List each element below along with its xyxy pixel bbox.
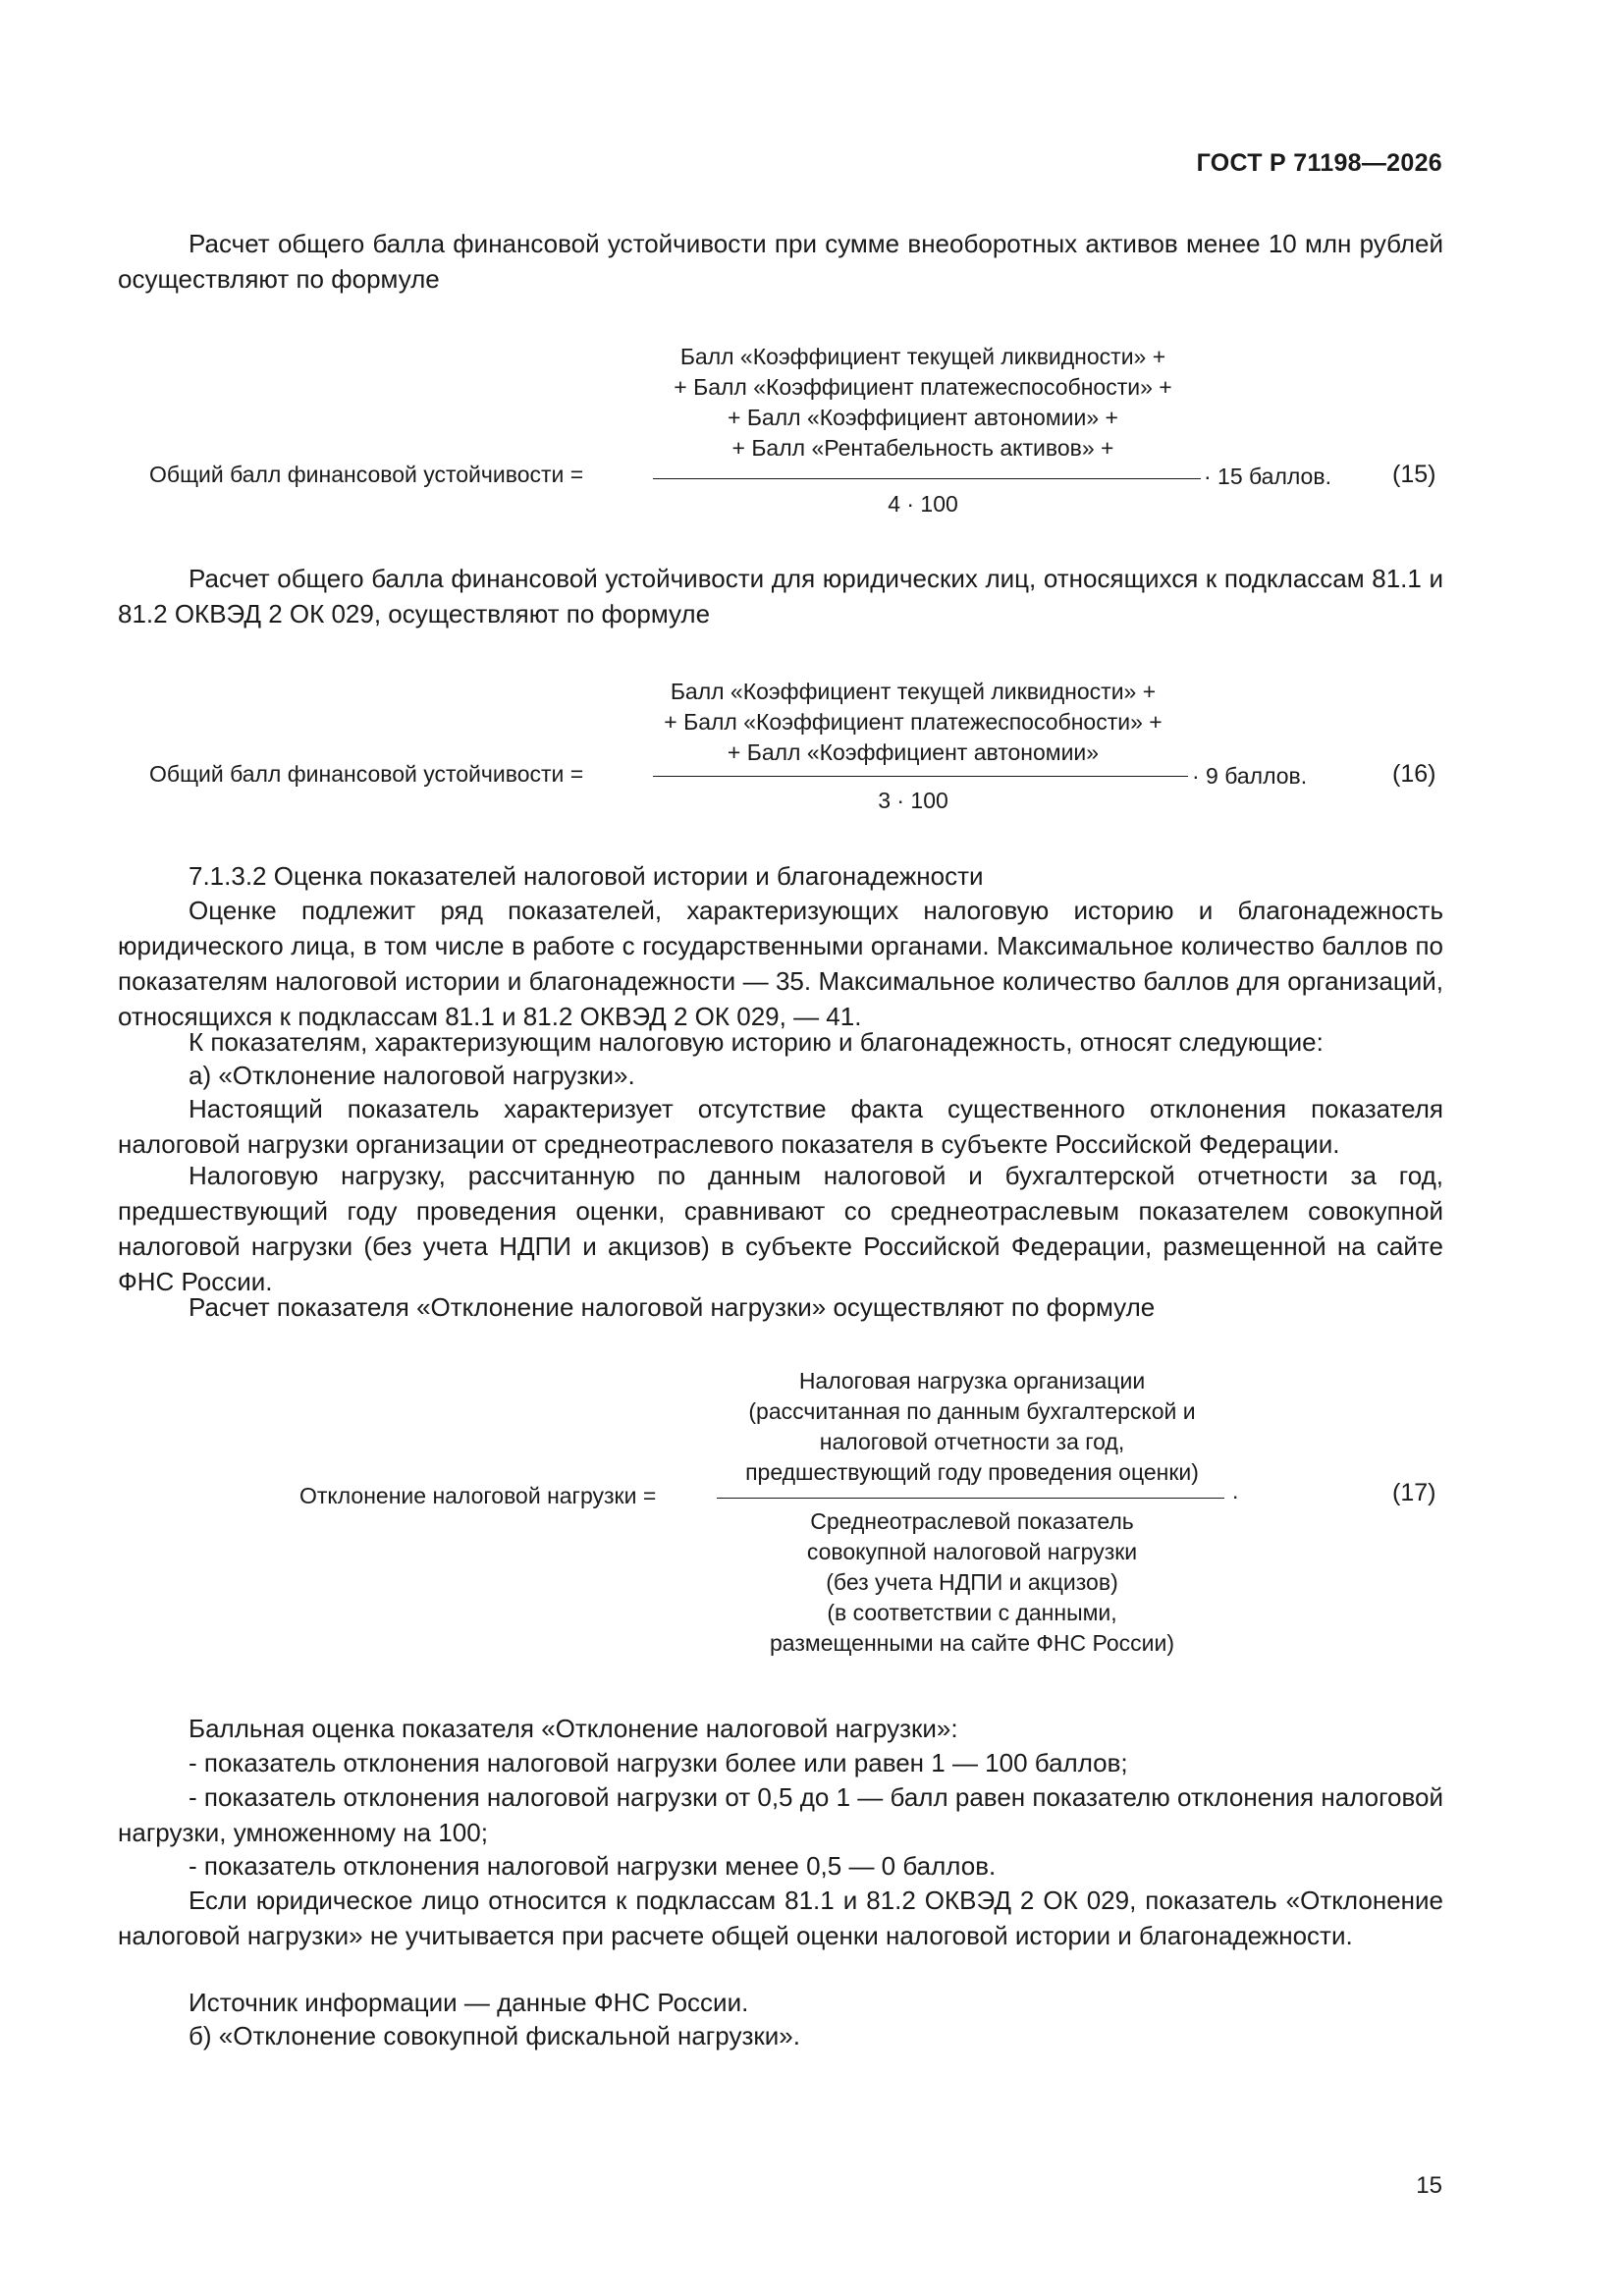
formula-16-multiplier: · 9 баллов.: [1192, 763, 1308, 789]
formula-15-denominator: 4 · 100: [888, 491, 958, 517]
formula-16-num-line-1: Балл «Коэффициент текущей ликвидности» +: [670, 679, 1157, 704]
formula-15-num-line-1: Балл «Коэффициент текущей ликвидности» +: [679, 344, 1166, 369]
formula-15-num-line-2: + Балл «Коэффициент платежеспособности» +: [674, 374, 1172, 400]
bullet-item-2: - показатель отклонения налоговой нагрузки от 0,5 до 1 — балл равен показателю отклонения налоговой нагрузки, умноженному на 100;: [118, 1782, 1443, 1847]
formula-15-num-line-3: + Балл «Коэффициент автономии» +: [728, 405, 1118, 430]
paragraph-list-intro: К показателям, характеризующим налоговую историю и благонадежность, относят следующие:: [189, 1027, 1324, 1057]
formula-17-period: .: [1232, 1478, 1239, 1503]
intro-formula-15: Расчет общего балла финансовой устойчивости при сумме внеоборотных активов менее 10 млн рублей осуществляют по формуле: [118, 229, 1443, 294]
paragraph-characterizes: Настоящий показатель характеризует отсутствие факта существенного отклонения показателя налоговой нагрузки организации от среднеотраслевого показателя в субъекте Российской Федерации.: [118, 1094, 1443, 1159]
section-heading: 7.1.3.2 Оценка показателей налоговой истории и благонадежности: [189, 861, 984, 891]
paragraph-scoring-intro: Балльная оценка показателя «Отклонение налоговой нагрузки»:: [189, 1714, 958, 1743]
formula-17-fraction-bar: [717, 1498, 1224, 1499]
formula-15-number: (15): [1392, 461, 1436, 488]
formula-15-fraction-bar: [653, 478, 1201, 479]
list-item-b: б) «Отклонение совокупной фискальной нагрузки».: [189, 2021, 800, 2050]
formula-17-number: (17): [1392, 1479, 1436, 1506]
paragraph-source: Источник информации — данные ФНС России.: [189, 1988, 749, 2017]
formula-16-num-line-2: + Балл «Коэффициент платежеспособности» +: [664, 709, 1163, 735]
list-item-a: а) «Отклонение налоговой нагрузки».: [189, 1061, 635, 1090]
document-id-header: ГОСТ Р 71198—2026: [1196, 149, 1442, 177]
formula-17-den-line-3: (без учета НДПИ и акцизов): [826, 1569, 1118, 1595]
formula-17-num-line-1: Налоговая нагрузка организации: [798, 1368, 1146, 1394]
formula-17-den-line-2: совокупной налоговой нагрузки: [806, 1539, 1138, 1564]
formula-17-den-line-4: (в соответствии с данными,: [827, 1600, 1117, 1625]
formula-16-number: (16): [1392, 760, 1436, 788]
formula-16-lhs: Общий балл финансовой устойчивости =: [149, 761, 584, 787]
formula-17-lhs: Отклонение налоговой нагрузки =: [299, 1483, 657, 1508]
formula-16-num-line-3: + Балл «Коэффициент автономии»: [727, 739, 1100, 765]
formula-16-denominator: 3 · 100: [878, 788, 948, 813]
intro-formula-16: Расчет общего балла финансовой устойчивости для юридических лиц, относящихся к подклассам 81.1 и 81.2 ОКВЭД 2 ОК 029, осуществляют по формуле: [118, 564, 1443, 629]
formula-17-den-line-1: Среднеотраслевой показатель: [810, 1508, 1134, 1534]
page-number: 15: [1416, 2172, 1442, 2199]
paragraph-tax-burden: Налоговую нагрузку, рассчитанную по данным налоговой и бухгалтерской отчетности за год, предшествующий году проведения оценки, сравнивают со среднеотраслевым показателем совокупной налоговой нагрузки (без учета НДПИ и акцизов) в субъекте Российской Федерации, размещенной на сайте ФНС России.: [118, 1161, 1443, 1296]
formula-16-fraction-bar: [653, 776, 1188, 777]
formula-15-multiplier: · 15 баллов.: [1204, 464, 1331, 489]
bullet-item-3: - показатель отклонения налоговой нагрузки менее 0,5 — 0 баллов.: [189, 1851, 997, 1881]
formula-15-lhs: Общий балл финансовой устойчивости =: [149, 462, 584, 487]
paragraph-calc-17: Расчет показателя «Отклонение налоговой нагрузки» осуществляют по формуле: [189, 1292, 1156, 1322]
paragraph-evaluation: Оценке подлежит ряд показателей, характеризующих налоговую историю и благонадежность юридического лица, в том числе в работе с государственными органами. Максимальное количество баллов по показателям налоговой истории и благонадежности — 35. Максимальное количество баллов для организаций, относящихся к подклассам 81.1 и 81.2 ОКВЭД 2 ОК 029, — 41.: [118, 896, 1443, 1031]
formula-15-num-line-4: + Балл «Рентабельность активов» +: [731, 435, 1114, 461]
formula-17-num-line-3: налоговой отчетности за год,: [819, 1429, 1125, 1454]
bullet-item-1: - показатель отклонения налоговой нагрузки более или равен 1 — 100 баллов;: [189, 1748, 1128, 1777]
formula-17-den-line-5: размещенными на сайте ФНС России): [770, 1630, 1174, 1656]
paragraph-if-legal-entity: Если юридическое лицо относится к подклассам 81.1 и 81.2 ОКВЭД 2 ОК 029, показатель «Отклонение налоговой нагрузки» не учитывается при расчете общей оценки налоговой истории и благонадежности.: [118, 1886, 1443, 1950]
formula-17-num-line-2: (рассчитанная по данным бухгалтерской и: [748, 1398, 1196, 1424]
formula-17-num-line-4: предшествующий году проведения оценки): [745, 1459, 1199, 1485]
